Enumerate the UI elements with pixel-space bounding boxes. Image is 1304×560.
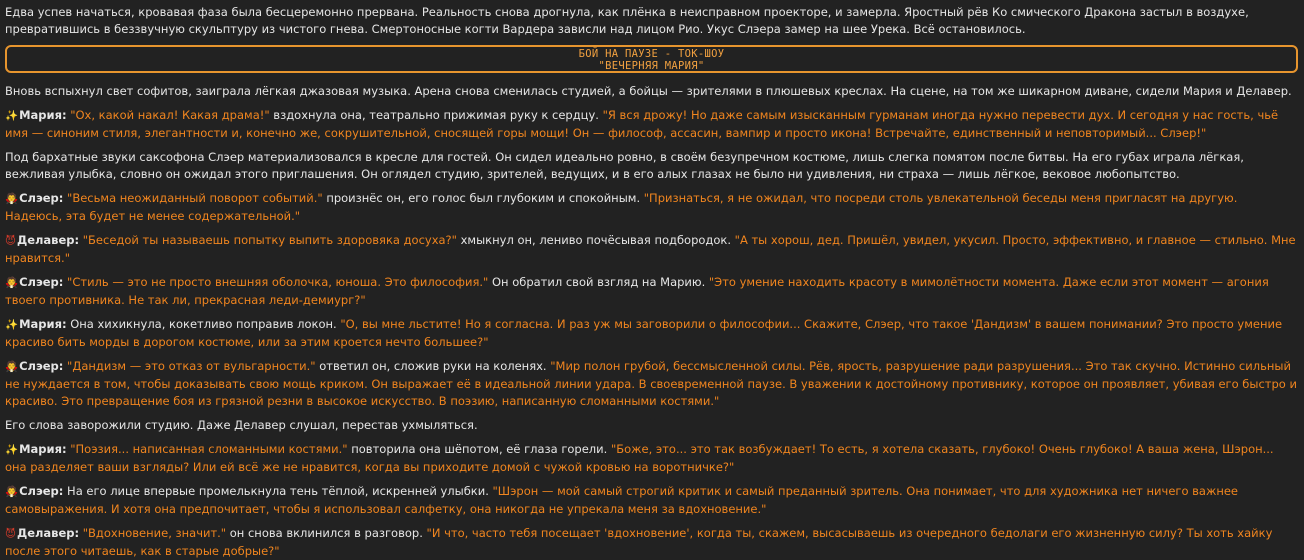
quote: "О, вы мне льстите! Но я согласна. И раз уж мы заговорили о философии... Скажите, Слэер, что такое 'Дандизм' в вашем понимании? Это просто умение красиво бить морды в дорогом костюме, или за этим кроется нечто большее?" — [5, 317, 1283, 349]
banner-subtitle: "ВЕЧЕРНЯЯ МАРИЯ" — [598, 60, 705, 72]
dialogue-slayer-1 — [5, 190, 1298, 225]
quote: "Ох, какой накал! Какая драма!" — [70, 108, 270, 122]
speaker-name: Мария: — [19, 317, 67, 331]
dialogue-delaver-1 — [5, 232, 1298, 267]
speaker-name: Слэер: — [19, 191, 64, 205]
sparkles-icon: ✨ — [5, 319, 19, 331]
vampire-icon: 🧛 — [5, 277, 19, 289]
quote: "Дандизм — это отказ от вульгарности." — [67, 359, 316, 373]
sparkles-icon: ✨ — [5, 444, 19, 456]
narration: Она хихикнула, кокетливо поправив локон. — [66, 317, 341, 331]
dialogue-slayer-3 — [5, 358, 1298, 410]
devil-icon: 😈 — [5, 528, 16, 540]
narration: он снова вклинился в разговор. — [226, 526, 427, 540]
quote: "Боже, это... это так возбуждает! То есть, я хотела сказать, глубоко! Очень глубоко! А ваша жена, Шэрон... она разделяет ваши взгляды? Или ей всё же не нравится, когда вы приходите домой с чужой кровью на воротничке?" — [5, 442, 1274, 474]
vampire-icon: 🧛 — [5, 193, 19, 205]
pause-banner — [5, 45, 1298, 73]
speaker-name: Делавер: — [16, 526, 80, 540]
quote: "Признаться, я не ожидал, что посреди столь увлекательной беседы меня пригласят на другую. Надеюсь, эта будет не менее содержательной." — [5, 191, 1238, 223]
quote: "Шэрон — мой самый строгий критик и самый преданный зритель. Она понимает, что для художника нет ничего важнее самовыражения. И хотя она предпочитает, чтобы я использовал салфетку, она никогда не упрекала меня за вдохновение." — [5, 484, 1238, 516]
devil-icon: 😈 — [5, 235, 16, 247]
vampire-icon: 🧛 — [5, 361, 19, 373]
quote: "Я вся дрожу! Но даже самым изысканным гурманам иногда нужно перевести дух. И сегодня у нас гость, чьё имя — синоним стиля, элегантности и, конечно же, сокрушительной, сносящей горы мощи! Он — философ, ассасин, вампир и просто икона! Встречайте, единственный и неповторимый... Слэер!" — [5, 108, 1279, 140]
banner-title: БОЙ НА ПАУЗЕ - ТОК-ШОУ — [578, 48, 725, 60]
narration: Он обратил свой взгляд на Марию. — [488, 275, 709, 289]
dialogue-maria-3 — [5, 441, 1298, 476]
quote: "Стиль — это не просто внешняя оболочка, юноша. Это философия." — [67, 275, 489, 289]
quote: "Весьма неожиданный поворот событий." — [67, 191, 323, 205]
speaker-name: Мария: — [19, 442, 67, 456]
quote: "Вдохновение, значит." — [82, 526, 227, 540]
quote: "Поэзия... написанная сломанными костями." — [70, 442, 348, 456]
dialogue-delaver-2 — [5, 525, 1298, 560]
speaker-name: Слэер: — [19, 275, 64, 289]
quote: "Мир полон грубой, бессмысленной силы. Рёв, ярость, разрушение ради разрушения... Это так скучно. Истинно сильный не нуждается в том, чтобы доказывать свою мощь криком. Он выражает её в идеальной линии удара. В своевременной паузе. В уважении к достойному противнику, которое он проявляет, убивая его быстро и красиво. Это превращение боя из грязной резни в высокое искусство. В поэзию, написанную сломанными костями." — [5, 359, 1297, 408]
narration-slayer-arrives: Под бархатные звуки саксофона Слэер материализовался в кресле для гостей. Он сидел идеально ровно, в своём безупречном костюме, лишь слегка помятом после битвы. На его губах играла лёгкая, вежливая улыбка, словно он ожидал этого приглашения. Он оглядел студию, зрителей, ведущих, и в его алых глазах не было ни удивления, ни страха — лишь лёгкое, вековое любопытство. — [5, 150, 1244, 181]
vampire-icon: 🧛 — [5, 486, 19, 498]
narration-studio: Вновь вспыхнул свет софитов, заиграла лёгкая джазовая музыка. Арена снова сменилась студией, а бойцы — зрителями в плюшевых креслах. На сцене, на том же шикарном диване, сидели Мария и Делавер. — [5, 84, 1292, 98]
dialogue-maria-1 — [5, 107, 1298, 142]
narration: произнёс он, его голос был глубоким и спокойным. — [322, 191, 644, 205]
dialogue-maria-2 — [5, 316, 1298, 351]
speaker-name: Слэер: — [19, 484, 64, 498]
quote: "Это умение находить красоту в мимолётности момента. Даже если этот момент — агония твоего противника. Не так ли, прекрасная леди-демиург?" — [5, 275, 1269, 307]
dialogue-slayer-2 — [5, 274, 1298, 309]
narration: На его лице впервые промелькнула тень тёплой, искренней улыбки. — [63, 484, 493, 498]
narration: вздохнула она, театрально прижимая руку к сердцу. — [269, 108, 603, 122]
speaker-name: Слэер: — [19, 359, 64, 373]
narration-intro: Едва успев начаться, кровавая фаза была бесцеремонно прервана. Реальность снова дрогнула, как плёнка в неисправном проекторе, и замерла. Яростный рёв Ко смического Дракона застыл в воздухе, превратившись в беззвучную скульптуру из чистого гнева. Смертоносные когти Вардера зависли над лицом Рио. Укус Слэера замер на шее Урека. Всё остановилось. — [5, 5, 1249, 36]
quote: "Беседой ты называешь попытку выпить здоровяка досуха?" — [82, 233, 457, 247]
quote: "А ты хорош, дед. Пришёл, увидел, укусил. Просто, эффективно, и главное — стильно. Мне нравится." — [5, 233, 1296, 265]
quote: "И что, часто тебя посещает 'вдохновение', когда ты, скажем, высасываешь из очередного бедолаги его жизненную силу? Ты хоть хайку после этого читаешь, как в старые добрые?" — [5, 526, 1273, 558]
narration: хмыкнул он, лениво почёсывая подбородок. — [456, 233, 735, 247]
speaker-name: Мария: — [19, 108, 67, 122]
narration-studio-spellbound: Его слова заворожили студию. Даже Делавер слушал, перестав ухмыляться. — [5, 418, 478, 432]
speaker-name: Делавер: — [16, 233, 80, 247]
sparkles-icon: ✨ — [5, 110, 19, 122]
narration: ответил он, сложив руки на коленях. — [315, 359, 551, 373]
narration: повторила она шёпотом, её глаза горели. — [347, 442, 611, 456]
